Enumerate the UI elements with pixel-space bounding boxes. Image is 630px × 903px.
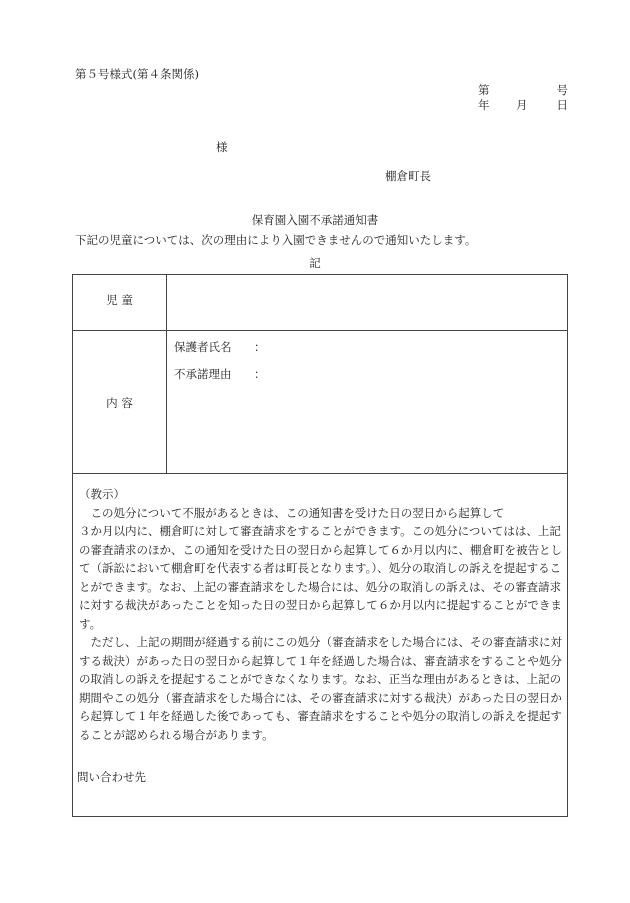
notice-heading: （教示）: [79, 487, 125, 501]
content-label: 内 容: [106, 396, 133, 410]
notice-paragraph-2: ただし、上記の期間が経過する前にこの処分（審査請求をした場合には、その審査請求に対する裁決）があった日の翌日から起算して１年を経過した場合は、審査請求をすることや処分の取消しの訴えを提起することができなくなります。なお、正当な理由があるときは、上記の期間やこの処分（審査請求をした場合には、その審査請求に対する裁決）があった日の翌日から起算して１年を経過した後であっても、審査請求をすることや処分の取消しの訴えを提起することが認められる場合があります。: [79, 635, 562, 742]
date-year: 年: [478, 98, 490, 112]
column-divider: [166, 275, 167, 473]
intro-text: 下記の児童については、次の理由により入園できませんので通知いたします。: [75, 233, 477, 247]
sender-name: 棚倉町長: [385, 169, 431, 183]
ki-heading: 記: [309, 256, 321, 270]
notice-paragraph-1a: この処分について不服があるときは、この通知書を受けた日の翌日から起算して: [90, 505, 505, 520]
document-title: 保育園入園不承諾通知書: [251, 213, 379, 227]
details-table: [72, 274, 568, 817]
child-label: 児 童: [106, 293, 133, 307]
guardian-name-label: 保護者氏名: [174, 340, 232, 354]
refusal-reason-label: 不承諾理由: [174, 367, 232, 381]
date-day: 日: [556, 98, 568, 112]
contact-label: 問い合わせ先: [77, 770, 146, 784]
row-divider: [73, 330, 567, 331]
notice-paragraph-1b: ３か月以内に、棚倉町に対して審査請求をすることができます。この処分についてはは、上記の審査請求のほか、この通知を受けた日の翌日から起算して６か月以内に、棚倉町を被告として（訴訟において棚倉町を代表する者は町長となります。）、処分の取消しの訴えを提起することができます。なお、上記の審査請求をした場合には、処分の取消しの訴えは、その審査請求に対する裁決があったことを知った日の翌日から起算して６か月以内に提起することができます。: [79, 524, 562, 631]
row-divider: [73, 473, 567, 474]
reason-colon: ：: [254, 367, 266, 381]
guardian-name-row: [174, 339, 266, 355]
form-number: 第５号様式(第４条関係): [75, 67, 199, 81]
date-month: 月: [516, 98, 528, 112]
addressee-honorific: 様: [216, 140, 228, 154]
appeal-notice: [79, 485, 563, 744]
number-prefix: 第: [478, 83, 490, 97]
refusal-reason-row: [174, 366, 266, 382]
number-suffix: 号: [556, 83, 568, 97]
guardian-colon: ：: [254, 340, 266, 354]
